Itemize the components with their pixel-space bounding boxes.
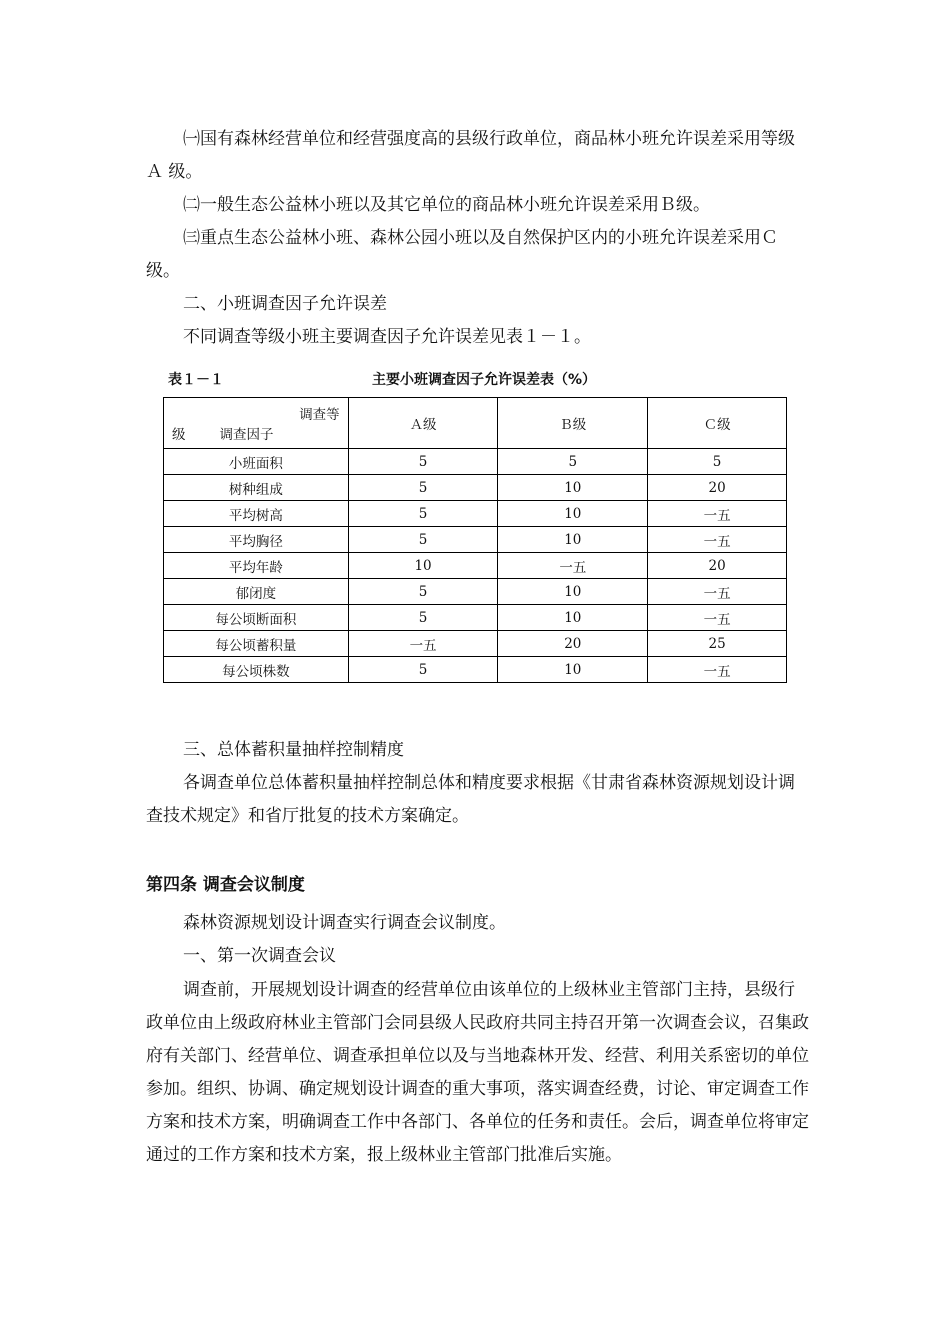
factor-cell: 平均年龄: [164, 553, 349, 579]
value-cell-a: 一五: [348, 631, 498, 657]
value-cell-b: 10: [498, 501, 648, 527]
factor-cell: 郁闭度: [164, 579, 349, 605]
value-cell-b: 10: [498, 657, 648, 683]
value-cell-c: 一五: [648, 527, 787, 553]
intro-paragraph-1: ㈠国有森林经营单位和经营强度高的县级行政单位，商品林小班允许误差采用等级Ａ 级。: [146, 129, 795, 182]
factor-cell: 每公顷蓄积量: [164, 631, 349, 657]
value-cell-a: 5: [348, 501, 498, 527]
article4-heading: 第四条 调查会议制度: [146, 875, 305, 895]
value-cell-b: 5: [498, 449, 648, 475]
factor-cell: 树种组成: [164, 475, 349, 501]
value-cell-c: 20: [648, 475, 787, 501]
table-row: [164, 579, 787, 605]
value-cell-b: 20: [498, 631, 648, 657]
table-title: 主要小班调查因子允许误差表（%）: [372, 372, 597, 388]
value-cell-a: 5: [348, 475, 498, 501]
error-tolerance-table: [163, 397, 787, 683]
table-row: [164, 553, 787, 579]
value-cell-b: 10: [498, 579, 648, 605]
intro-paragraph-3: ㈢重点生态公益林小班、森林公园小班以及自然保护区内的小班允许误差采用Ｃ级。: [146, 228, 778, 281]
section2-title: 二、小班调查因子允许误差: [183, 294, 387, 314]
value-cell-c: 5: [648, 449, 787, 475]
table-row: [164, 631, 787, 657]
table-label: 表１－１: [168, 372, 224, 388]
column-header-c: Ｃ级: [648, 398, 787, 449]
corner-header-bottom-left: 级: [172, 427, 186, 443]
value-cell-c: 25: [648, 631, 787, 657]
table-row: [164, 657, 787, 683]
value-cell-a: 5: [348, 449, 498, 475]
value-cell-a: 5: [348, 605, 498, 631]
article4-intro: 森林资源规划设计调查实行调查会议制度。: [183, 913, 506, 933]
value-cell-a: 5: [348, 579, 498, 605]
factor-cell: 平均树高: [164, 501, 349, 527]
table-corner-header: [164, 398, 349, 449]
section2-text: 不同调查等级小班主要调查因子允许误差见表１－１。: [183, 327, 591, 347]
value-cell-a: 10: [348, 553, 498, 579]
value-cell-b: 10: [498, 605, 648, 631]
table-row: [164, 449, 787, 475]
factor-cell: 每公顷断面积: [164, 605, 349, 631]
value-cell-c: 一五: [648, 501, 787, 527]
factor-cell: 平均胸径: [164, 527, 349, 553]
factor-cell: 每公顷株数: [164, 657, 349, 683]
table-row: [164, 501, 787, 527]
value-cell-b: 一五: [498, 553, 648, 579]
value-cell-b: 10: [498, 527, 648, 553]
article4-sub1-text: 调查前，开展规划设计调查的经营单位由该单位的上级林业主管部门主持，县级行政单位由上级政府林业主管部门会同县级人民政府共同主持召开第一次调查会议，召集政府有关部门、经营单位、调查承担单位以及与当地森林开发、经营、利用关系密切的单位参加。组织、协调、确定规划设计调查的重大事项，落实调查经费，讨论、审定调查工作方案和技术方案，明确调查工作中各部门、各单位的任务和责任。会后，调查单位将审定通过的工作方案和技术方案，报上级林业主管部门批准后实施。: [146, 980, 809, 1165]
value-cell-c: 一五: [648, 605, 787, 631]
corner-header-bottom-right: 调查因子: [219, 427, 274, 443]
table-row: [164, 475, 787, 501]
table-row: [164, 527, 787, 553]
value-cell-c: 一五: [648, 579, 787, 605]
column-header-b: Ｂ级: [498, 398, 648, 449]
section3-title: 三、总体蓄积量抽样控制精度: [183, 740, 404, 760]
table-header-row: [164, 398, 787, 449]
value-cell-c: 一五: [648, 657, 787, 683]
table-row: [164, 605, 787, 631]
column-header-a: Ａ级: [348, 398, 498, 449]
value-cell-a: 5: [348, 527, 498, 553]
article4-sub1-title: 一、第一次调查会议: [183, 946, 336, 966]
value-cell-a: 5: [348, 657, 498, 683]
section3-text: 各调查单位总体蓄积量抽样控制总体和精度要求根据《甘肃省森林资源规划设计调查技术规定》和省厅批复的技术方案确定。: [146, 773, 795, 826]
intro-paragraph-2: ㈡一般生态公益林小班以及其它单位的商品林小班允许误差采用Ｂ级。: [183, 195, 710, 215]
value-cell-c: 20: [648, 553, 787, 579]
factor-cell: 小班面积: [164, 449, 349, 475]
corner-header-top: 调查等: [299, 407, 340, 423]
value-cell-b: 10: [498, 475, 648, 501]
